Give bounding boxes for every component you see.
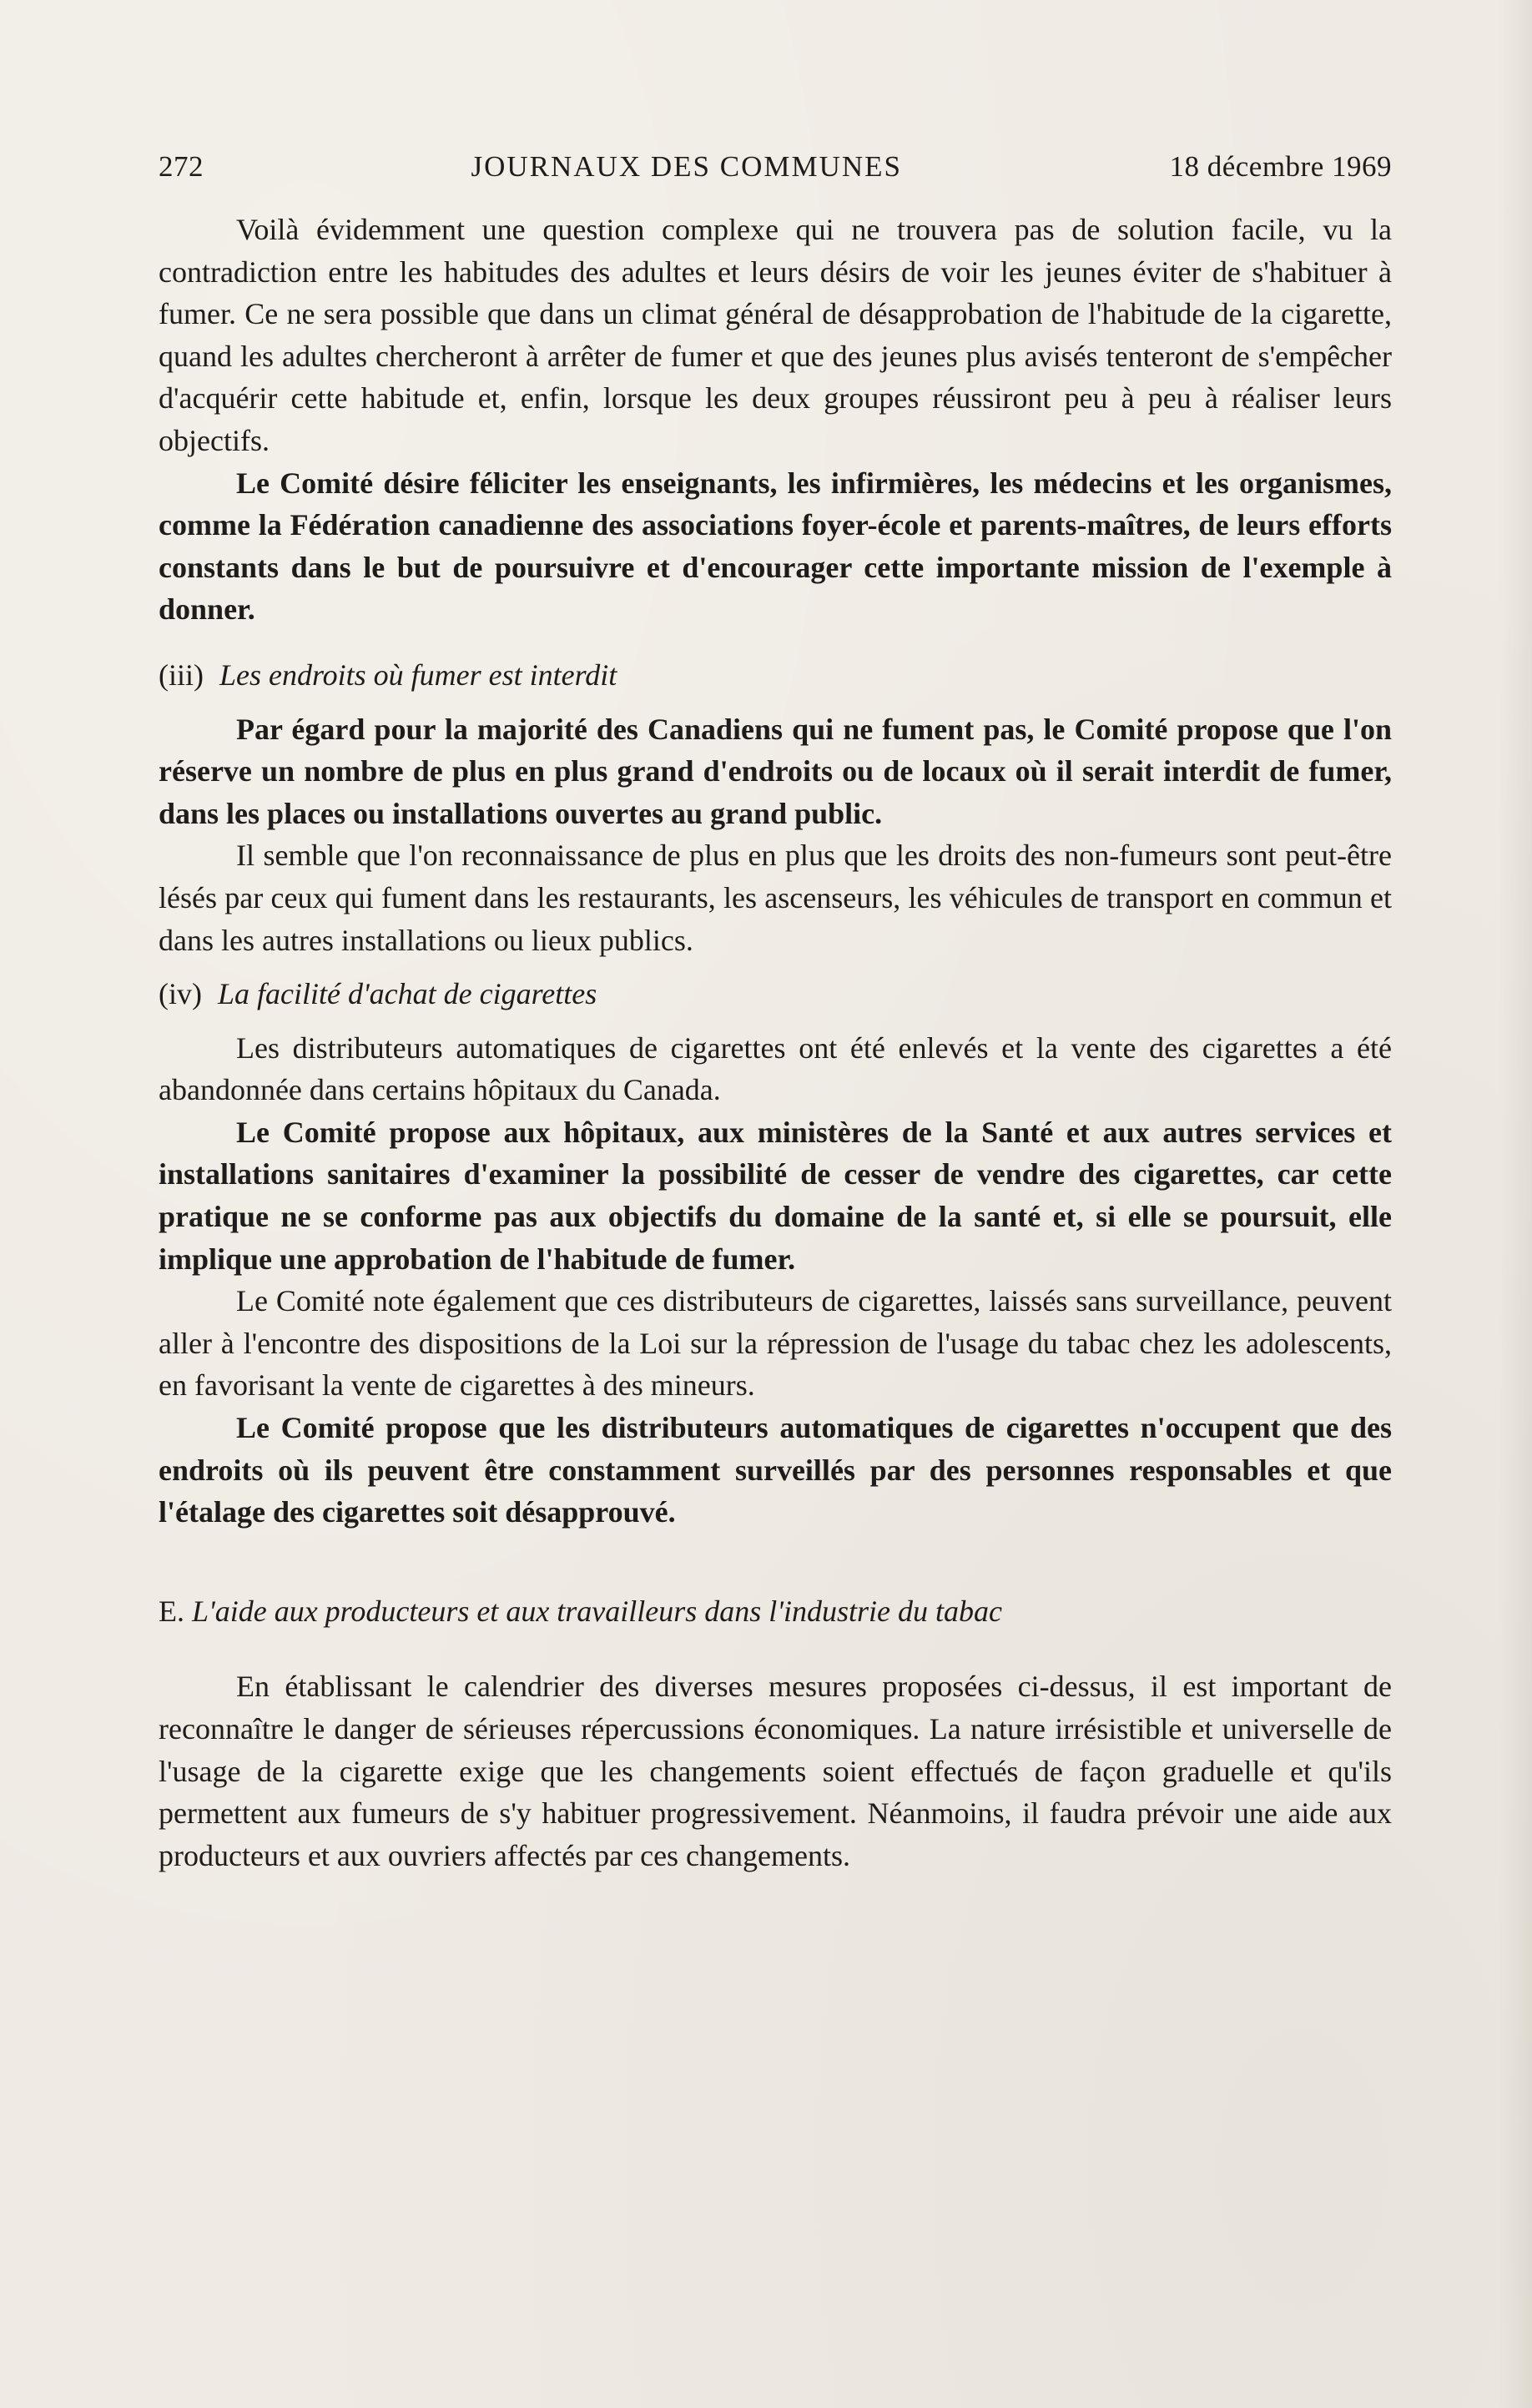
paragraph: Les distributeurs automatiques de cigarettes ont été enlevés et la vente des cigarettes a été abandonnée dans certains hôpitaux du Canada. bbox=[159, 1030, 1392, 1107]
paragraph-intro: Voilà évidemment une question complexe qui ne trouvera pas de solution facile, vu la contradiction entre les habitudes des adultes et leurs désirs de voir les jeunes éviter de s'habituer à fumer. Ce ne sera possible que dans un climat général de désapprobation de l'habitude de la cigarette, quand les adultes chercheront à arrêter de fumer et que des jeunes plus avisés tenteront de s'empêcher d'acquérir cette habitude et, enfin, lorsque les deux groupes réussiront peu à peu à réaliser leurs objectifs. bbox=[159, 213, 1392, 457]
journal-title: JOURNAUX DES COMMUNES bbox=[471, 150, 902, 183]
page-number: 272 bbox=[159, 150, 204, 183]
page-edge-shadow bbox=[1499, 0, 1532, 2408]
spacer bbox=[159, 697, 1392, 708]
recommendation-paragraph: Par égard pour la majorité des Canadiens qui ne fument pas, le Comité propose que l'on réserve un nombre de plus en plus grand d'endroits ou de locaux où il serait interdit de fumer, dans les places ou installations ouvertes au grand public. bbox=[159, 712, 1392, 830]
body-text bbox=[159, 209, 1392, 1877]
spacer bbox=[159, 1015, 1392, 1027]
section-title: L'aide aux producteurs et aux travailleurs dans l'industrie du tabac bbox=[192, 1594, 1002, 1628]
subsection-title: Les endroits où fumer est interdit bbox=[219, 657, 617, 692]
subsection-number: (iv) bbox=[159, 977, 202, 1011]
spacer bbox=[159, 631, 1392, 654]
recommendation-paragraph: Le Comité désire féliciter les enseignants, les infirmières, les médecins et les organismes, comme la Fédération canadienne des associations foyer-école et parents-maîtres, de leurs efforts constants dans le but de poursuivre et d'encourager cette importante mission de l'exemple à donner. bbox=[159, 466, 1392, 627]
spacer bbox=[159, 1632, 1392, 1665]
recommendation-paragraph: Le Comité propose aux hôpitaux, aux ministères de la Santé et aux autres services et installations sanitaires d'examiner la possibilité de cesser de vendre des cigarettes, car cette pratique ne se conforme pas aux objectifs du domaine de la santé et, si elle se poursuit, elle implique une approbation de l'habitude de fumer. bbox=[159, 1115, 1392, 1276]
spacer bbox=[159, 961, 1392, 973]
running-header bbox=[159, 150, 1392, 209]
paragraph: Le Comité note également que ces distributeurs de cigarettes, laissés sans surveillance, peuvent aller à l'encontre des dispositions de la Loi sur la répression de l'usage du tabac chez les adolescents, en favorisant la vente de cigarettes à des mineurs. bbox=[159, 1284, 1392, 1403]
subsection-title: La facilité d'achat de cigarettes bbox=[217, 977, 597, 1011]
subsection-heading-iii bbox=[159, 654, 1392, 697]
paragraph: En établissant le calendrier des diverses mesures proposées ci-dessus, il est important de reconnaître le danger de sérieuses répercussions économiques. La nature irrésistible et universelle de l'usage de la cigarette exige que les changements soient effectués de façon graduelle et qu'ils permettent aux fumeurs de s'y habituer progressivement. Néanmoins, il faudra prévoir une aide aux producteurs et aux ouvriers affectés par ces changements. bbox=[159, 1670, 1392, 1872]
spacer bbox=[159, 1534, 1392, 1590]
subsection-heading-iv bbox=[159, 973, 1392, 1015]
recommendation-paragraph: Le Comité propose que les distributeurs automatiques de cigarettes n'occupent que des endroits où ils peuvent être constamment surveillés par des personnes responsables et que l'étalage des cigarettes soit désapprouvé. bbox=[159, 1411, 1392, 1529]
subsection-number: (iii) bbox=[159, 657, 204, 692]
paragraph: Il semble que l'on reconnaissance de plus en plus que les droits des non-fumeurs sont peut-être lésés par ceux qui fument dans les restaurants, les ascenseurs, les véhicules de transport en commun et dans les autres installations ou lieux publics. bbox=[159, 839, 1392, 957]
page-content bbox=[159, 150, 1392, 1877]
section-letter: E. bbox=[159, 1594, 184, 1628]
header-date: 18 décembre 1969 bbox=[1169, 150, 1392, 183]
section-heading-e bbox=[159, 1590, 1392, 1633]
